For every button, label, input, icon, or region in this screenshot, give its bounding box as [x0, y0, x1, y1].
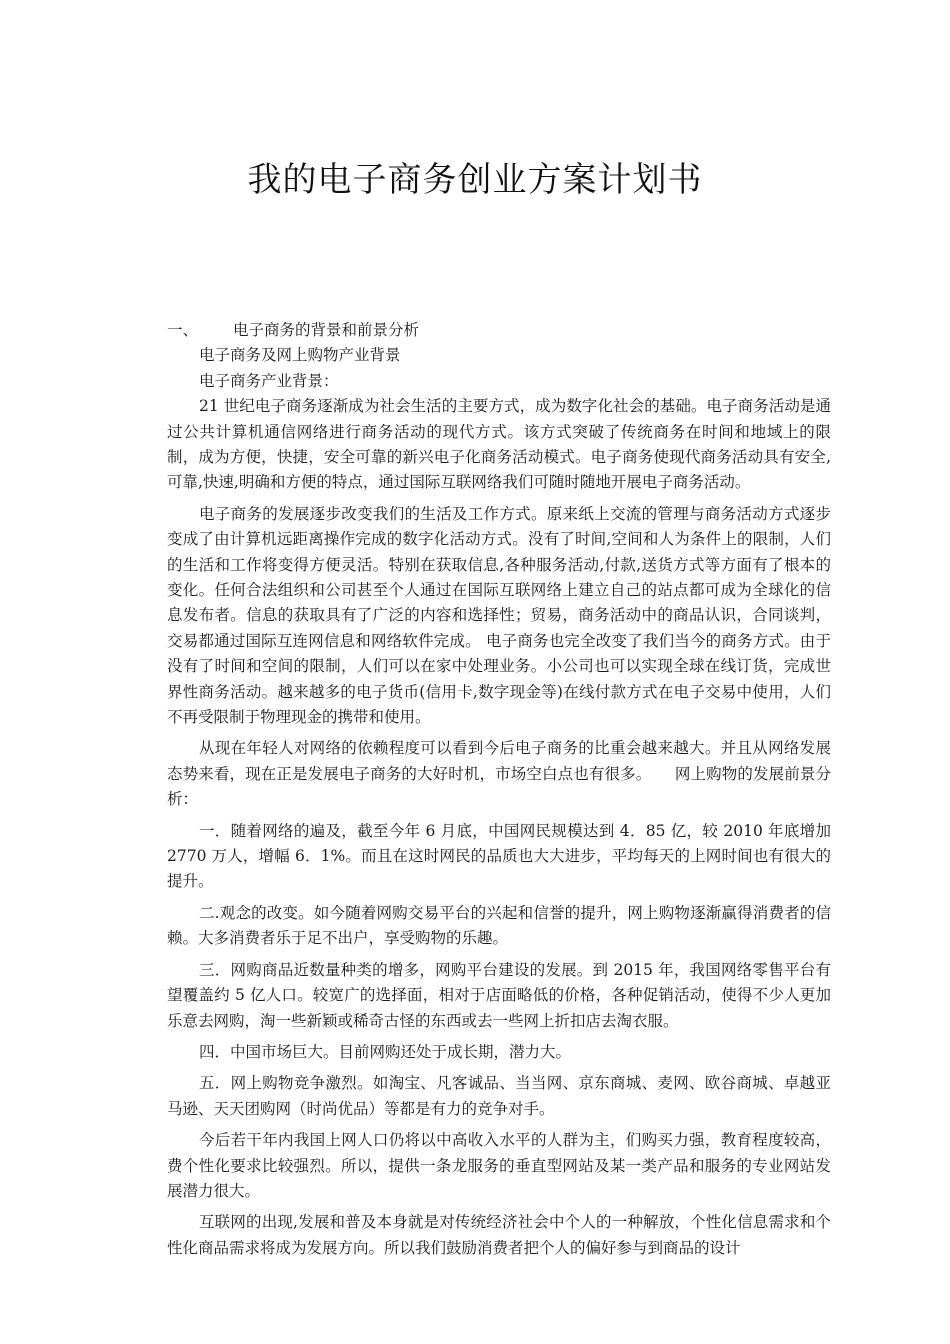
paragraph-list-item: 一．随着网络的遍及，截至今年 6 月底，中国网民规模达到 4．85 亿，较 2010 年底增加 2770 万人，增幅 6．1%。而且在这时网民的品质也大大进步，平均每天的上网时间也有很大的提升。 [167, 821, 831, 891]
paragraph-list-item: 三．网购商品近数量种类的增多，网购平台建设的发展。到 2015 年，我国网络零售平台有望覆盖约 5 亿人口。较宽广的选择面，相对于店面略低的价格，各种促销活动，使得不少人更加乐意去网购，淘一些新颖或稀奇古怪的东西或去一些网上折扣店去淘衣服。 [167, 960, 831, 1030]
paragraph-list-item: 五．网上购物竞争激烈。如淘宝、凡客诚品、当当网、京东商城、麦网、欧谷商城、卓越亚马逊、天天团购网（时尚优品）等都是有力的竞争对手。 [167, 1074, 831, 1118]
section-heading [167, 318, 831, 343]
section-heading-text: 电子商务的背景和前景分析 [233, 321, 420, 339]
paragraph-list-item: 四．中国市场巨大。目前网购还处于成长期，潜力大。 [199, 1042, 572, 1061]
section-number: 一、 [167, 321, 199, 339]
subsubheading: 电子商务产业背景： [199, 371, 339, 390]
document-body [167, 318, 831, 1261]
paragraph: 互联网的出现,发展和普及本身就是对传统经济社会中个人的一种解放，个性化信息需求和个性化商品需求将成为发展方向。所以我们鼓励消费者把个人的偏好参与到商品的设计 [167, 1213, 831, 1257]
paragraph: 从现在年轻人对网络的依赖程度可以看到今后电子商务的比重会越来越大。并且从网络发展态势来看，现在正是发展电子商务的大好时机，市场空白点也有很多。 网上购物的发展前景分析： [167, 739, 831, 809]
paragraph-list-item: 二.观念的改变。如今随着网购交易平台的兴起和信誉的提升，网上购物逐渐赢得消费者的信赖。大多消费者乐于足不出户，享受购物的乐趣。 [167, 903, 831, 948]
paragraph: 今后若干年内我国上网人口仍将以中高收入水平的人群为主，们购买力强，教育程度较高，费个性化要求比较强烈。所以，提供一条龙服务的垂直型网站及某一类产品和服务的专业网站发展潜力很大。 [167, 1131, 831, 1200]
paragraph: 21 世纪电子商务逐渐成为社会生活的主要方式，成为数字化社会的基础。电子商务活动是通过公共计算机通信网络进行商务活动的现代方式。该方式突破了传统商务在时间和地域上的限制，成为方便，快捷，安全可靠的新兴电子化商务活动模式。电子商务使现代商务活动具有安全,可靠,快速,明确和方便的特点，通过国际互联网络我们可随时随地开展电子商务活动。 [167, 397, 831, 492]
document-title: 我的电子商务创业方案计划书 [247, 160, 703, 200]
subheading: 电子商务及网上购物产业背景 [199, 346, 401, 365]
paragraph: 电子商务的发展逐步改变我们的生活及工作方式。原来纸上交流的管理与商务活动方式逐步变成了由计算机远距离操作完成的数字化活动方式。没有了时间,空间和人为条件上的限制，人们的生活和工作将变得方便灵活。特别在获取信息,各种服务活动,付款,送货方式等方面有了根本的变化。任何合法组织和公司甚至个人通过在国际互联网络上建立自己的站点都可成为全球化的信息发布者。信息的获取具有了广泛的内容和选择性；贸易，商务活动中的商品认识，合同谈判，交易都通过国际互连网信息和网络软件完成。 电子商务也完全改变了我们当今的商务方式。由于没有了时间和空间的限制，人们可以在家中处理业务。小公司也可以实现全球在线订货，完成世界性商务活动。越来越多的电子货币(信用卡,数字现金等)在线付款方式在电子交易中使用，人们不再受限制于物理现金的携带和使用。 [167, 504, 831, 727]
